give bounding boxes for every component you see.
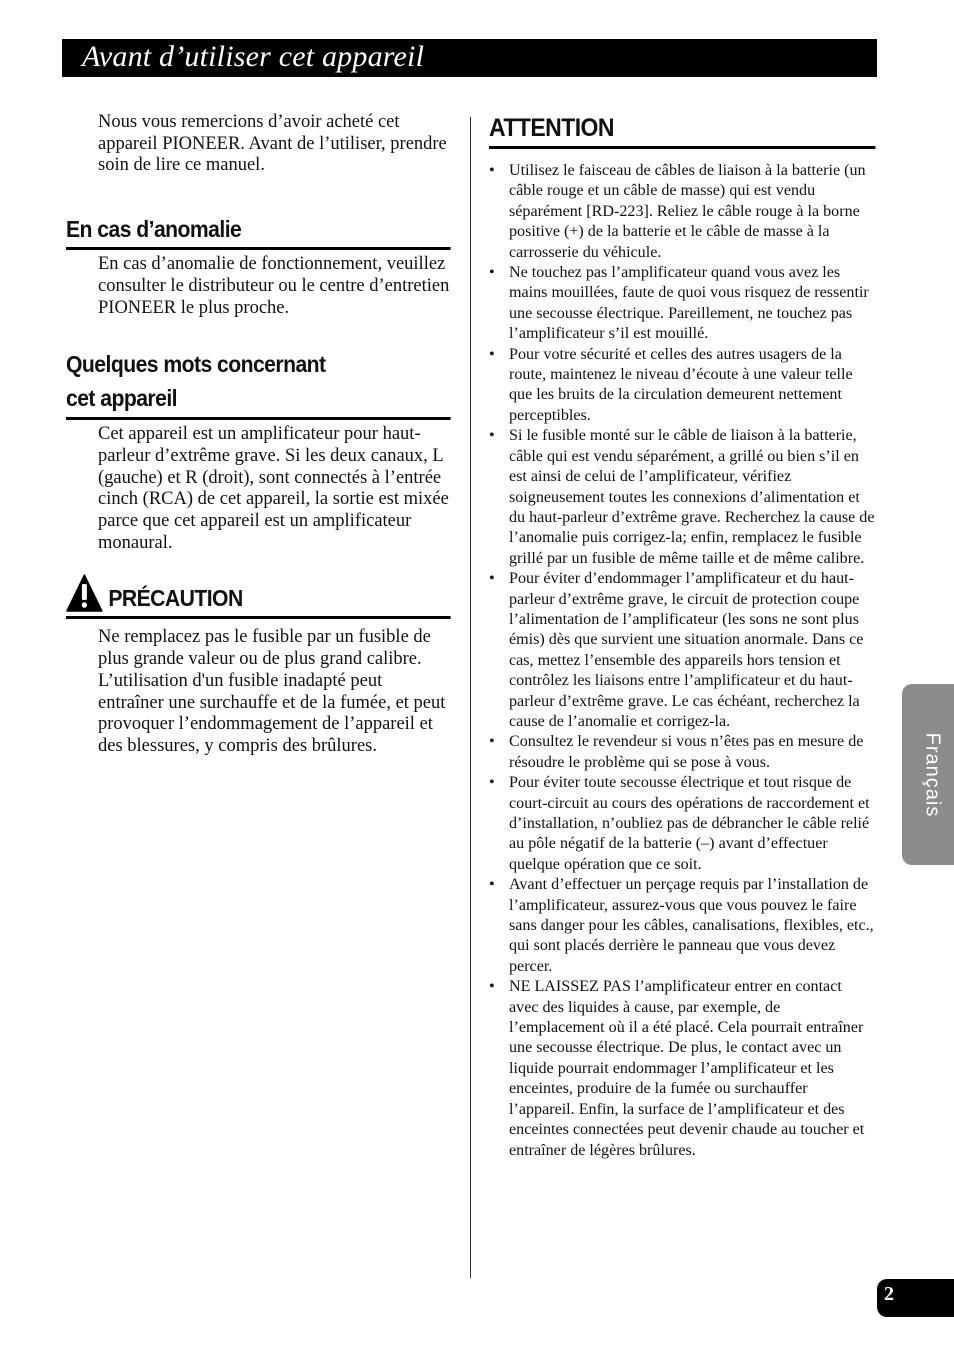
list-item: • Ne touchez pas l’amplificateur quand vous avez les mains mouillées, faute de quoi vous risquez de ressentir une secousse électrique. Pareillement, ne touchez pas l’amplificateur s’il est mouillé. <box>489 264 869 343</box>
right-column <box>489 112 875 1161</box>
appareil-paragraph: Cet appareil est un amplificateur pour haut-parleur d’extrême grave. Si les deux canaux, L (gauche) et R (droit), sont connectés à l’entrée cinch (RCA) de cet appareil, la sortie est mixée parce que cet appareil est un amplificateur monaural. <box>98 424 449 553</box>
list-item: • NE LAISSEZ PAS l’amplificateur entrer en contact avec des liquides à cause, par exemple, de l’emplacement où il a été placé. Cela pourrait entraîner une secousse électrique. De plus, le contact avec un liquide pourrait endommager l’amplificateur et les enceintes, produire de la fumée ou surchauffer l’appareil. Enfin, la surface de l’amplificateur et des enceintes connectées peut devenir chaude au toucher et entraîner de légères brûlures. <box>489 978 865 1159</box>
bullet-icon: • <box>489 162 495 179</box>
list-item: • Utilisez le faisceau de câbles de liaison à la batterie (un câble rouge et un câble de masse) qui est vendu séparément [RD-223]. Reliez le câble rouge à la borne positive (+) de la batterie et le câble de masse à la carrosserie du véhicule. <box>489 162 866 261</box>
section-heading-appareil <box>66 347 451 420</box>
bullet-icon: • <box>489 570 495 588</box>
bullet-icon: • <box>489 978 495 996</box>
bullet-icon: • <box>489 774 495 792</box>
page-number-tab <box>877 1279 954 1317</box>
page-title: Avant d’utiliser cet appareil <box>82 40 425 73</box>
list-item: • Avant d’effectuer un perçage requis par l’installation de l’amplificateur, assurez-vous que vous pouvez le faire sans danger pour les câbles, canalisations, flexibles, etc., qui sont placés derrière le panneau que vous devez percer. <box>489 876 874 975</box>
list-item: • Pour éviter toute secousse électrique et tout risque de court-circuit au cours des opérations de raccordement et d’installation, n’oubliez pas de débrancher le câble relié au pôle négatif de la batterie (–) avant d’effectuer quelque opération que ce soit. <box>489 774 870 873</box>
bullet-icon: • <box>489 733 495 751</box>
page-title-bar <box>62 39 877 77</box>
attention-list <box>489 161 875 1161</box>
attention-heading: ATTENTION <box>489 112 875 149</box>
column-divider <box>470 117 471 1278</box>
bullet-icon: • <box>489 264 495 282</box>
list-item: • Si le fusible monté sur le câble de liaison à la batterie, câble qui est vendu séparément, a grillé ou bien s’il en est ainsi de celui de l’amplificateur, vérifiez soigneusement toutes les connexions d’alimentation et du haut-parleur d’extrême grave. Recherchez la cause de l’anomalie puis corrigez-la; enfin, remplacez le fusible grillé par un fusible de même taille et de même calibre. <box>489 427 875 567</box>
list-item: • Pour éviter d’endommager l’amplificateur et du haut-parleur d’extrême grave, le circuit de protection coupe l’alimentation de l’amplificateur (les sons ne sont plus émis) dès que survient une situation anormale. Dans ce cas, mettez l’ensemble des appareils hors tension et contrôlez les liaisons entre l’amplificateur et du haut-parleur d’extrême grave. Le cas échéant, recherchez la cause de l’anomalie et corrigez-la. <box>489 570 864 730</box>
page-number: 2 <box>884 1283 894 1305</box>
section-heading-appareil-line2: cet appareil <box>66 385 177 412</box>
anomalie-paragraph: En cas d’anomalie de fonctionnement, veuillez consulter le distributeur ou le centre d’entretien PIONEER le plus proche. <box>98 254 450 318</box>
bullet-icon: • <box>489 427 495 445</box>
list-item: • Consultez le revendeur si vous n’êtes pas en mesure de résoudre le problème qui se pose à vous. <box>489 733 864 771</box>
section-heading-appareil-line1: Quelques mots concernant <box>66 351 326 378</box>
intro-paragraph: Nous vous remercions d’avoir acheté cet appareil PIONEER. Avant de l’utiliser, prendre soin de lire ce manuel. <box>98 112 447 176</box>
section-heading-anomalie: En cas d’anomalie <box>66 213 451 250</box>
language-tab <box>902 684 954 865</box>
list-item: • Pour votre sécurité et celles des autres usagers de la route, maintenez le niveau d’écoute à une valeur telle que les bruits de la circulation demeurent nettement perceptibles. <box>489 345 853 424</box>
bullet-icon: • <box>489 876 495 894</box>
precaution-heading-row <box>66 574 451 619</box>
bullet-icon: • <box>489 345 495 363</box>
left-column <box>66 112 451 758</box>
precaution-heading: PRÉCAUTION <box>108 585 243 612</box>
warning-triangle-icon <box>66 574 103 612</box>
language-tab-label: Français <box>921 732 944 817</box>
precaution-paragraph: Ne remplacez pas le fusible par un fusible de plus grande valeur ou de plus grand calibre. L’utilisation d'un fusible inadapté peut entraîner une surchauffe et de la fumée, et peut provoquer l’endommagement de l’appareil et des blessures, y compris des brûlures. <box>98 627 446 756</box>
